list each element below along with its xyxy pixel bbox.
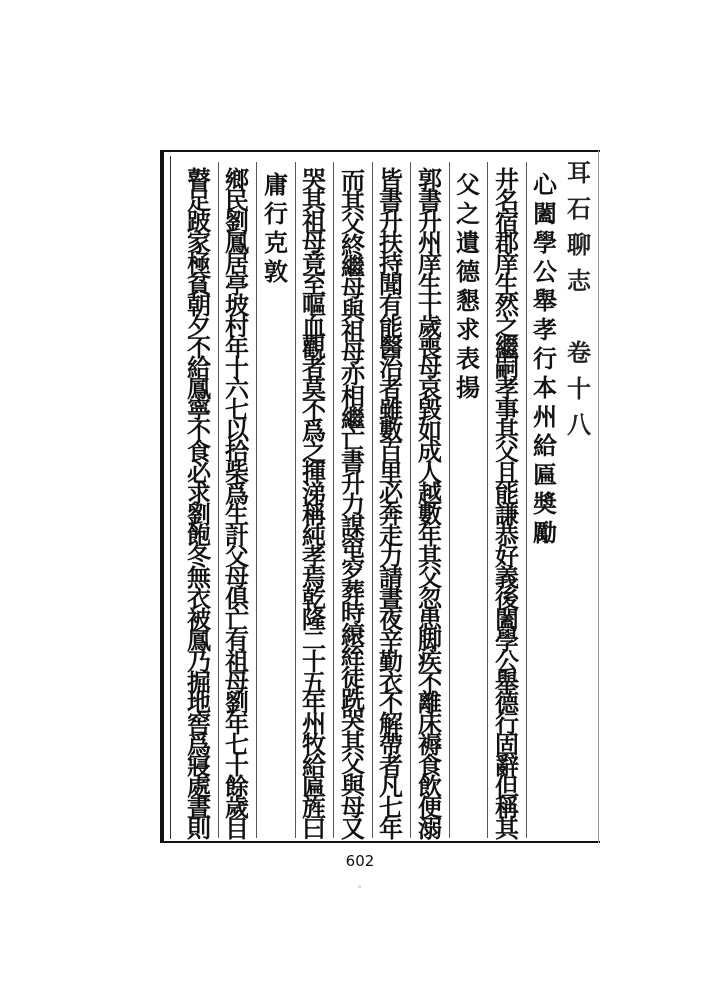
text-char: 十 [302, 646, 326, 676]
text-char: 其 [418, 541, 442, 571]
text-char: 勤 [379, 646, 403, 676]
text-char: 十 [225, 353, 249, 383]
margin-header-char: 耳 [567, 158, 591, 187]
text-char: 寧 [187, 395, 211, 425]
text-char: 庠 [418, 248, 442, 278]
text-char: 祖 [341, 317, 365, 347]
text-char: 給 [187, 353, 211, 383]
text-char: 揚 [456, 373, 480, 402]
text-char: 鄉 [225, 165, 249, 194]
text-char: 飲 [418, 772, 442, 802]
text-char: 衣 [379, 667, 403, 697]
text-char: 涕 [302, 479, 326, 509]
text-char: 民 [225, 185, 249, 215]
text-char: 人 [418, 458, 442, 488]
text-char: 七 [379, 793, 403, 823]
text-char: 拾 [225, 437, 249, 467]
text-column [338, 166, 368, 844]
text-char: 晝 [379, 583, 403, 613]
text-char: 爲 [187, 730, 211, 760]
text-char: 孝 [495, 374, 519, 404]
text-char: 以 [225, 416, 249, 446]
text-char: 謀 [341, 511, 365, 541]
text-char: 其 [302, 185, 326, 215]
text-column [299, 165, 329, 844]
text-char: 而 [341, 166, 365, 195]
text-char: 不 [379, 688, 403, 718]
column-rule [295, 162, 296, 838]
text-char: 生 [418, 269, 442, 299]
text-char: 窀 [341, 533, 365, 563]
text-char: 父 [456, 170, 480, 199]
text-char: 力 [379, 541, 403, 571]
text-char: 葬 [341, 576, 365, 606]
text-char: 遺 [456, 228, 480, 257]
text-char: 之 [495, 311, 519, 341]
text-char: 忽 [418, 583, 442, 613]
text-char: 二 [302, 625, 326, 655]
text-char: 克 [264, 228, 288, 257]
text-char: 嘔 [302, 290, 326, 320]
text-char: 竟 [302, 248, 326, 278]
text-char: 年 [225, 332, 249, 362]
text-char: 庠 [495, 248, 519, 278]
text-char: 處 [187, 772, 211, 802]
text-char: 孝 [533, 315, 557, 344]
text-char: 德 [456, 257, 480, 286]
margin-header [558, 150, 598, 470]
text-char: 有 [225, 625, 249, 655]
text-char: 年 [418, 520, 442, 550]
text-char: 郭 [418, 165, 442, 194]
text-char: 父 [418, 562, 442, 592]
text-char: 父 [495, 437, 519, 467]
text-char: 喪 [418, 332, 442, 362]
text-char: 歲 [418, 311, 442, 341]
text-char: 行 [533, 344, 557, 373]
text-column [492, 165, 522, 844]
text-char: 血 [302, 311, 326, 341]
margin-header-char: 卷 [567, 338, 591, 367]
text-char: 數 [379, 416, 403, 446]
text-char: 哀 [418, 374, 442, 404]
text-char: 掘 [187, 667, 211, 697]
margin-header-char: 聊 [567, 230, 591, 259]
text-char: 被 [187, 604, 211, 634]
text-char: 相 [341, 382, 365, 412]
text-char: 聞 [379, 269, 403, 299]
text-column [453, 170, 483, 840]
text-char: 義 [495, 562, 519, 592]
text-char: 哭 [302, 165, 326, 194]
text-char: 毀 [418, 395, 442, 425]
page-number: 602 [345, 852, 375, 870]
text-char: 然 [495, 290, 519, 320]
text-char: 奬 [533, 489, 557, 518]
text-char: 走 [379, 520, 403, 550]
text-char: 至 [302, 269, 326, 299]
text-char: 曰 [302, 814, 326, 844]
text-column [184, 165, 214, 844]
text-char: 寢 [187, 751, 211, 781]
text-char: 床 [418, 709, 442, 739]
text-char: 夜 [379, 604, 403, 634]
text-char: 哭 [341, 706, 365, 736]
text-char: 父 [225, 541, 249, 571]
text-char: 闔 [495, 604, 519, 634]
text-char: 後 [495, 583, 519, 613]
text-char: 孝 [302, 541, 326, 571]
text-char: 辛 [379, 625, 403, 655]
text-char: 亦 [341, 360, 365, 390]
text-char: 其 [495, 416, 519, 446]
text-char: 學 [495, 625, 519, 655]
text-char: 七 [225, 730, 249, 760]
text-char: 德 [495, 688, 519, 718]
text-char: 能 [379, 311, 403, 341]
text-char: 夕 [187, 311, 211, 341]
text-char: 舉 [533, 286, 557, 315]
text-char: 行 [495, 709, 519, 739]
text-char: 歲 [225, 793, 249, 823]
text-char: 書 [418, 185, 442, 215]
text-char: 勵 [533, 518, 557, 547]
text-char: 事 [495, 395, 519, 425]
column-rule [256, 162, 257, 838]
text-char: 給 [533, 431, 557, 460]
text-char: 庸 [264, 170, 288, 199]
text-char: 時 [341, 598, 365, 628]
text-char: 繼 [341, 252, 365, 282]
text-char: 無 [187, 562, 211, 592]
text-char: 皆 [379, 165, 403, 194]
column-rule [410, 162, 411, 838]
text-char: 里 [379, 458, 403, 488]
text-char: 且 [495, 458, 519, 488]
text-char: 其 [341, 187, 365, 217]
text-char: 母 [225, 562, 249, 592]
text-char: 能 [495, 479, 519, 509]
text-char: 凡 [379, 772, 403, 802]
text-char: 稱 [302, 500, 326, 529]
text-char: 褥 [418, 730, 442, 760]
column-rule [218, 162, 219, 838]
text-char: 純 [302, 520, 326, 550]
text-char: 求 [456, 315, 480, 344]
text-char: 絰 [341, 641, 365, 671]
text-column [222, 165, 252, 844]
text-char: 者 [302, 353, 326, 383]
text-char: 離 [418, 688, 442, 718]
text-char: 升 [379, 206, 403, 236]
text-char: 則 [187, 814, 211, 844]
text-char: 好 [495, 541, 519, 571]
text-char: 不 [187, 332, 211, 362]
text-char: 家 [187, 227, 211, 257]
text-char: 繼 [341, 403, 365, 433]
text-char: 解 [379, 709, 403, 739]
text-char: 母 [341, 338, 365, 368]
text-char: 亡 [225, 604, 249, 634]
text-char: 旌 [302, 793, 326, 823]
text-char: 表 [456, 344, 480, 373]
text-char: 年 [225, 709, 249, 739]
text-char: 稱 [495, 793, 519, 823]
text-char: 居 [225, 248, 249, 278]
text-char: 名 [495, 185, 519, 215]
text-char: 父 [341, 749, 365, 779]
text-char: 行 [264, 199, 288, 228]
text-char: 極 [187, 248, 211, 278]
text-char: 便 [418, 793, 442, 823]
text-char: 食 [187, 437, 211, 467]
text-column [530, 170, 560, 840]
text-char: 之 [456, 199, 480, 228]
text-char: 跣 [341, 684, 365, 714]
text-char: 年 [302, 688, 326, 718]
text-char: 五 [302, 667, 326, 697]
text-char: 冬 [187, 541, 211, 571]
text-char: 與 [341, 295, 365, 325]
text-char: 公 [495, 646, 519, 676]
text-char: 匾 [302, 772, 326, 802]
text-char: 瞽 [187, 165, 211, 194]
text-char: 母 [302, 227, 326, 257]
text-char: 劉 [187, 500, 211, 529]
text-char: 母 [418, 353, 442, 383]
text-char: 母 [341, 274, 365, 304]
text-char: 生 [495, 269, 519, 299]
text-char: 六 [225, 374, 249, 404]
text-char: 終 [341, 230, 365, 260]
text-char: 不 [302, 395, 326, 425]
text-char: 衣 [187, 583, 211, 613]
page-right-edge [598, 150, 599, 843]
text-char: 辭 [495, 751, 519, 781]
text-char: 不 [418, 667, 442, 697]
text-char: 百 [379, 437, 403, 467]
text-char: 足 [187, 185, 211, 215]
column-rule [449, 162, 450, 838]
text-char: 固 [495, 730, 519, 760]
text-char: 劉 [225, 206, 249, 236]
text-char: 成 [418, 437, 442, 467]
text-char: 溺 [418, 814, 442, 844]
margin-header-char: 志 [567, 266, 591, 295]
text-char: 公 [533, 257, 557, 286]
text-char: 如 [418, 416, 442, 446]
text-char: 闔 [533, 199, 557, 228]
text-char: 井 [495, 165, 519, 194]
text-char: 嗣 [495, 353, 519, 383]
column-rule [333, 162, 334, 838]
text-char: 力 [341, 490, 365, 520]
text-char: 爲 [225, 479, 249, 509]
text-char: 目 [225, 814, 249, 844]
text-char: 乃 [187, 646, 211, 676]
text-char: 治 [379, 353, 403, 383]
text-char: 觀 [302, 332, 326, 362]
text-char: 十 [225, 751, 249, 781]
text-char: 朝 [187, 290, 211, 320]
text-char: 飽 [187, 520, 211, 550]
column-rule [526, 162, 527, 838]
text-char: 乾 [302, 583, 326, 613]
text-char: 本 [533, 373, 557, 402]
text-char: 食 [418, 751, 442, 781]
text-char: 生 [225, 500, 249, 529]
text-char: 爲 [302, 416, 326, 446]
text-char: 之 [302, 437, 326, 467]
text-char: 州 [418, 227, 442, 257]
text-char: 與 [341, 771, 365, 801]
text-char: 帶 [379, 730, 403, 760]
text-char: 俱 [225, 583, 249, 613]
text-char: 祖 [302, 206, 326, 236]
text-column [415, 165, 445, 844]
frame-inner-line [170, 156, 171, 839]
text-char: 匾 [533, 460, 557, 489]
text-char: 書 [341, 446, 365, 476]
text-char: 給 [302, 751, 326, 781]
text-char: 雖 [379, 395, 403, 425]
text-char: 窖 [187, 709, 211, 739]
text-char: 郡 [495, 227, 519, 257]
text-char: 學 [533, 228, 557, 257]
text-char: 莫 [302, 374, 326, 404]
text-char: 鳳 [187, 625, 211, 655]
text-char: 州 [533, 402, 557, 431]
text-char: 餘 [225, 772, 249, 802]
text-char: 謙 [495, 500, 519, 529]
text-char: 者 [379, 751, 403, 781]
text-char: 劉 [225, 688, 249, 718]
text-char: 亡 [341, 425, 365, 455]
text-char: 但 [495, 772, 519, 802]
text-char: 亭 [225, 269, 249, 299]
text-char: 鳳 [225, 227, 249, 257]
text-char: 奔 [379, 500, 403, 529]
text-char: 恭 [495, 520, 519, 550]
text-char: 疾 [418, 646, 442, 676]
text-char: 請 [379, 562, 403, 592]
text-char: 不 [187, 416, 211, 446]
text-char: 敦 [264, 257, 288, 286]
text-char: 晝 [187, 793, 211, 823]
text-char: 母 [341, 792, 365, 822]
text-char: 心 [533, 170, 557, 199]
text-char: 十 [418, 290, 442, 320]
text-char: 其 [495, 814, 519, 844]
text-char: 柴 [225, 458, 249, 488]
text-char: 牧 [302, 730, 326, 760]
text-char: 患 [418, 604, 442, 634]
text-char: 州 [302, 709, 326, 739]
text-char: 繼 [495, 332, 519, 362]
text-char: 祖 [225, 646, 249, 676]
text-char: 坡 [225, 290, 249, 320]
text-char: 醫 [379, 332, 403, 362]
text-char: 縗 [341, 619, 365, 649]
column-rule [372, 162, 373, 838]
text-char: 越 [418, 479, 442, 509]
text-char: 求 [187, 479, 211, 509]
text-char: 升 [418, 206, 442, 236]
text-char: 徒 [341, 663, 365, 693]
text-char: 鳳 [187, 374, 211, 404]
text-char: 脚 [418, 625, 442, 655]
text-char: 宿 [495, 206, 519, 236]
text-char: 隆 [302, 604, 326, 634]
column-rule [487, 162, 488, 838]
text-char: 有 [379, 290, 403, 320]
text-char: 七 [225, 395, 249, 425]
text-char: 持 [379, 248, 403, 278]
text-char: 焉 [302, 562, 326, 592]
margin-header-char: 十 [567, 374, 591, 403]
text-char: 貧 [187, 269, 211, 299]
ornament-dot: ◦ [357, 883, 363, 893]
text-char: 扶 [379, 227, 403, 257]
text-char: 舉 [495, 667, 519, 697]
text-char: 必 [379, 479, 403, 509]
text-char: 母 [225, 667, 249, 697]
text-char: 村 [225, 311, 249, 341]
text-char: 數 [418, 500, 442, 529]
text-char: 跛 [187, 206, 211, 236]
margin-header-char: 石 [567, 194, 591, 223]
text-char: 揮 [302, 458, 326, 488]
text-char: 者 [379, 374, 403, 404]
text-char: 必 [187, 458, 211, 488]
text-char: 穸 [341, 554, 365, 584]
text-column [376, 165, 406, 844]
margin-header-char: 八 [567, 410, 591, 439]
text-char: 父 [341, 209, 365, 239]
text-column [261, 170, 291, 840]
text-char: 升 [341, 468, 365, 498]
text-char: 書 [379, 185, 403, 215]
text-char: 又 [341, 814, 365, 844]
text-char: 其 [341, 727, 365, 757]
text-char: 計 [225, 520, 249, 550]
text-char: 年 [379, 814, 403, 844]
text-char: 懇 [456, 286, 480, 315]
text-char: 地 [187, 688, 211, 718]
